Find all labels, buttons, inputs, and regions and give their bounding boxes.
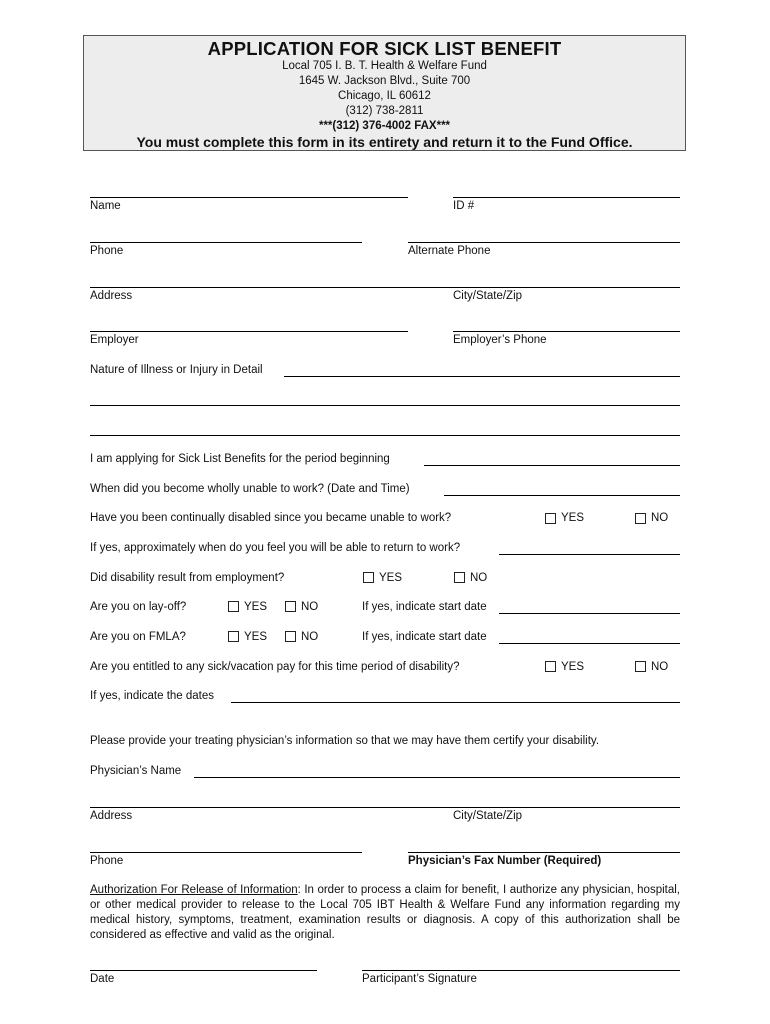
continually-label: Have you been continually disabled since you became unable to work?	[90, 512, 452, 524]
nature-label: Nature of Illness or Injury in Detail	[90, 364, 263, 376]
vacation-no-checkbox[interactable]	[635, 661, 646, 672]
layoff-start-label: If yes, indicate start date	[362, 601, 487, 613]
fmla-no-checkbox[interactable]	[285, 631, 296, 642]
continually-no-checkbox[interactable]	[635, 513, 646, 524]
name-label: Name	[90, 200, 121, 212]
physician-fax-field[interactable]	[408, 852, 680, 853]
dates-label: If yes, indicate the dates	[90, 690, 215, 702]
nature-field[interactable]	[284, 376, 680, 377]
employer-field[interactable]	[90, 331, 408, 332]
physician-name-field[interactable]	[194, 777, 680, 778]
layoff-yes-label: YES	[244, 601, 268, 613]
vacation-yes-label: YES	[561, 661, 585, 673]
layoff-no-checkbox[interactable]	[285, 601, 296, 612]
employment-no-checkbox[interactable]	[454, 572, 465, 583]
fmla-yes-label: YES	[244, 631, 268, 643]
fund-address-line1: 1645 W. Jackson Blvd., Suite 700	[298, 75, 471, 87]
employment-no-label: NO	[470, 572, 488, 584]
authorization-paragraph	[90, 883, 680, 943]
unable-field[interactable]	[444, 495, 680, 496]
dates-field[interactable]	[231, 702, 680, 703]
fund-fax: ***(312) 376-4002 FAX***	[318, 120, 451, 132]
vacation-label: Are you entitled to any sick/vacation pay for this time period of disability?	[90, 661, 460, 673]
physician-name-label: Physician’s Name	[90, 765, 182, 777]
phone-field[interactable]	[90, 242, 362, 243]
layoff-label: Are you on lay-off?	[90, 601, 187, 613]
alternate-phone-label: Alternate Phone	[408, 245, 491, 257]
name-field[interactable]	[90, 197, 408, 198]
continually-no-label: NO	[651, 512, 669, 524]
physician-phone-label: Phone	[90, 855, 124, 867]
continually-yes-label: YES	[561, 512, 585, 524]
fmla-label: Are you on FMLA?	[90, 631, 186, 643]
fund-phone: (312) 738-2811	[345, 105, 424, 117]
signature-label: Participant’s Signature	[362, 973, 477, 985]
employer-phone-label: Employer’s Phone	[453, 334, 547, 346]
nature-field-line3[interactable]	[90, 435, 680, 436]
alternate-phone-field[interactable]	[408, 242, 680, 243]
form-header	[83, 35, 686, 151]
fmla-start-label: If yes, indicate start date	[362, 631, 487, 643]
date-label: Date	[90, 973, 115, 985]
physician-address-label: Address	[90, 810, 133, 822]
period-field[interactable]	[424, 465, 680, 466]
employer-phone-field[interactable]	[453, 331, 680, 332]
physician-city-state-zip-label: City/State/Zip	[453, 810, 523, 822]
fmla-no-label: NO	[301, 631, 319, 643]
vacation-yes-checkbox[interactable]	[545, 661, 556, 672]
id-label: ID #	[453, 200, 475, 212]
continually-yes-checkbox[interactable]	[545, 513, 556, 524]
employer-label: Employer	[90, 334, 139, 346]
address-field[interactable]	[90, 287, 680, 288]
return-label: If yes, approximately when do you feel you will be able to return to work?	[90, 542, 461, 554]
authorization-text: : In order to process a claim for benefit, I authorize any physician, hospital, or other medical provider to release to the Local 705 IBT Health & Welfare Fund any information regarding my medical history, symptoms, treatment, examination results or diagnosis. A copy of this authorization shall be considered as effective and valid as the original.	[90, 884, 680, 941]
fmla-start-field[interactable]	[499, 643, 680, 644]
id-field[interactable]	[453, 197, 680, 198]
fund-address-line2: Chicago, IL 60612	[338, 90, 431, 102]
physician-phone-field[interactable]	[90, 852, 362, 853]
nature-field-line2[interactable]	[90, 405, 680, 406]
layoff-start-field[interactable]	[499, 613, 680, 614]
form-instruction: You must complete this form in its entirety and return it to the Fund Office.	[136, 134, 633, 150]
employment-yes-label: YES	[379, 572, 403, 584]
layoff-no-label: NO	[301, 601, 319, 613]
vacation-no-label: NO	[651, 661, 669, 673]
unable-label: When did you become wholly unable to work? (Date and Time)	[90, 483, 410, 495]
physician-fax-label: Physician’s Fax Number (Required)	[408, 855, 602, 867]
physician-address-field[interactable]	[90, 807, 680, 808]
authorization-heading: Authorization For Release of Information	[90, 884, 298, 896]
date-field[interactable]	[90, 970, 317, 971]
form-title: APPLICATION FOR SICK LIST BENEFIT	[207, 38, 562, 59]
employment-yes-checkbox[interactable]	[363, 572, 374, 583]
return-field[interactable]	[499, 554, 680, 555]
employment-label: Did disability result from employment?	[90, 572, 285, 584]
fmla-yes-checkbox[interactable]	[228, 631, 239, 642]
physician-intro: Please provide your treating physician’s information so that we may have them certify your disability.	[90, 735, 600, 747]
fund-name: Local 705 I. B. T. Health & Welfare Fund	[282, 60, 487, 72]
period-label: I am applying for Sick List Benefits for the period beginning	[90, 453, 390, 465]
layoff-yes-checkbox[interactable]	[228, 601, 239, 612]
phone-label: Phone	[90, 245, 124, 257]
city-state-zip-label: City/State/Zip	[453, 290, 523, 302]
signature-field[interactable]	[362, 970, 680, 971]
address-label: Address	[90, 290, 133, 302]
